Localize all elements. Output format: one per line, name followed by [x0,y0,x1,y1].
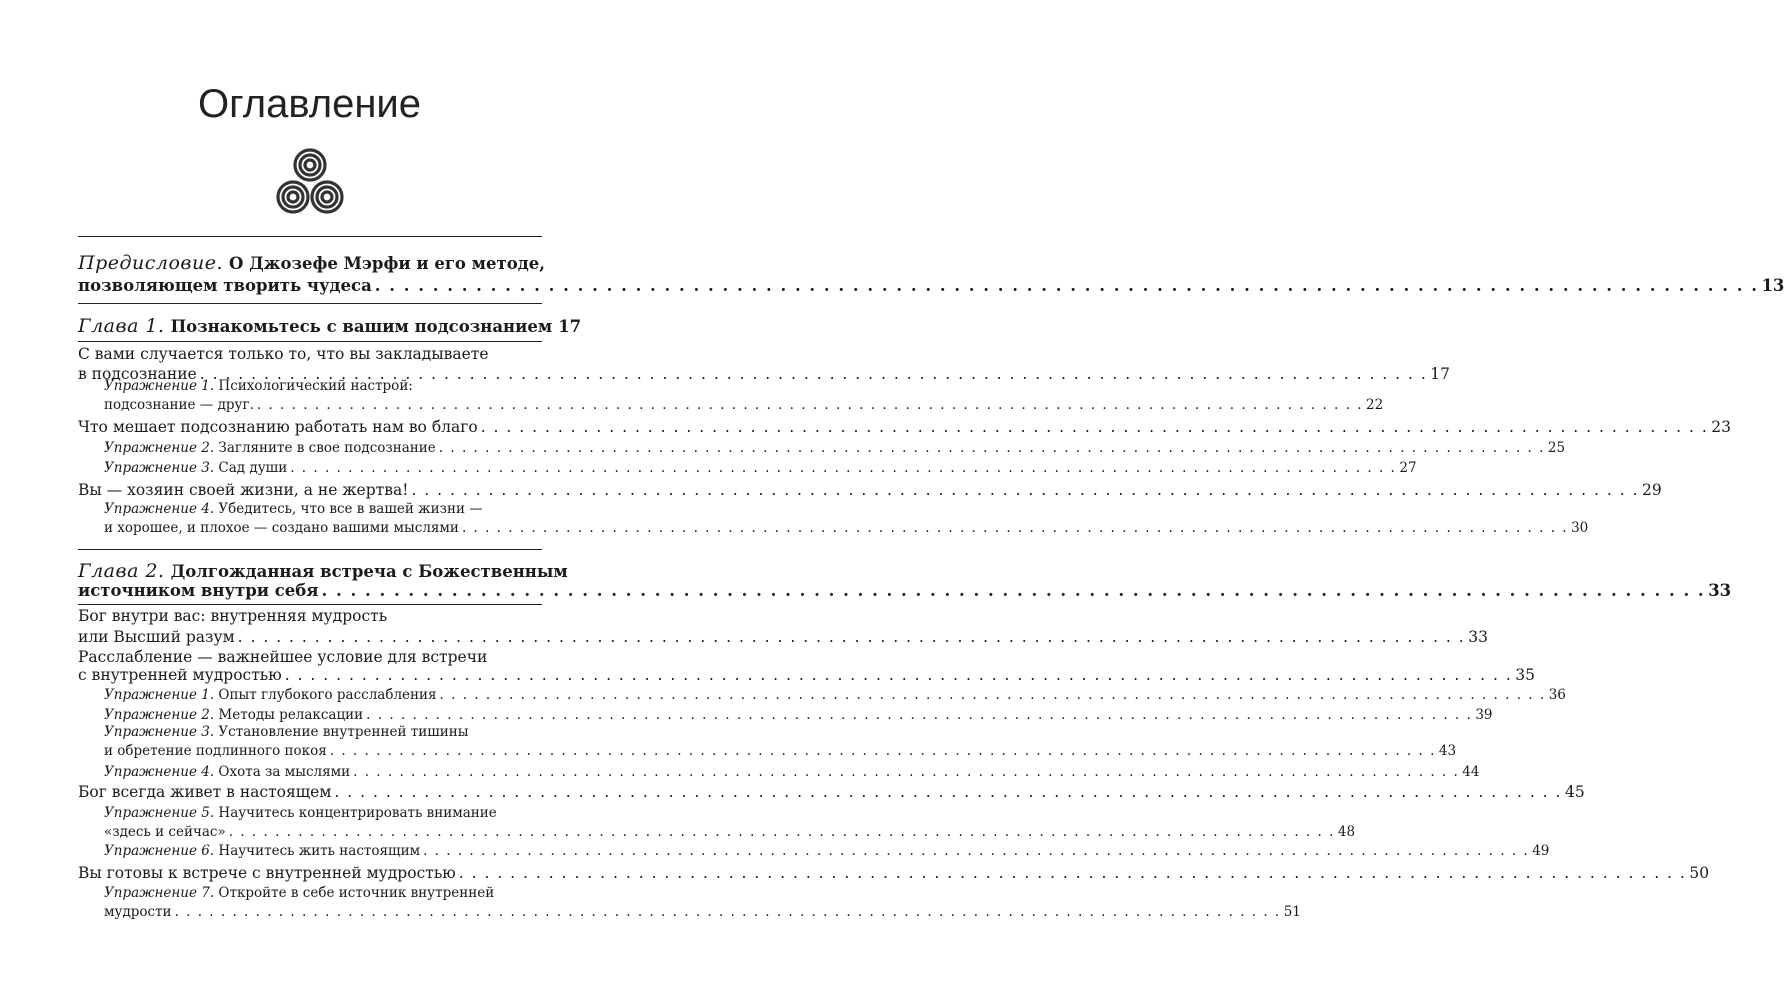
toc-section-line1[interactable]: С вами случается только то, что вы закладываете [78,345,489,363]
page-number: 35 [1515,666,1536,684]
toc-exercise-line2[interactable]: и обретение подлинного покоя . . . 43 [104,743,542,759]
page-number: 43 [1438,743,1457,759]
divider [78,303,542,304]
toc-exercise-line1[interactable]: Упражнение 1. Психологический настрой: [104,378,413,394]
page-number: 50 [1689,864,1710,882]
toc-exercise-line1[interactable]: Упражнение 5. Научитесь концентрировать внимание [104,805,497,821]
toc-exercise[interactable]: Упражнение 2. Загляните в свое подсознание . . . 25 [104,440,542,456]
toc-chapter1[interactable]: Глава 1. Познакомьтесь с вашим подсознанием 17 [78,315,582,337]
toc-section[interactable]: Вы готовы к встрече с внутренней мудростью . . . 50 [78,864,542,882]
divider [78,341,542,342]
page-number: 48 [1337,824,1356,840]
toc-exercise-line2[interactable]: «здесь и сейчас» . . . 48 [104,824,542,840]
toc-exercise-line2[interactable]: подсознание — друг. . . . 22 [104,397,542,413]
toc-section-line2[interactable]: в подсознание . . . 17 [78,365,542,383]
toc-section[interactable]: Что мешает подсознанию работать нам во благо . . . 23 [78,418,542,436]
toc-section[interactable]: Вы — хозяин своей жизни, а не жертва! . . . 29 [78,481,542,499]
toc-exercise-line1[interactable]: Упражнение 7. Откройте в себе источник внутренней [104,885,495,901]
toc-exercise[interactable]: Упражнение 2. Методы релаксации . . . 39 [104,707,542,723]
toc-exercise[interactable]: Упражнение 3. Сад души . . . 27 [104,460,542,476]
chapter2-script-label: Глава 2. [78,560,165,582]
page-number: 30 [1571,520,1589,536]
toc-chapter2-line2[interactable]: источником внутри себя . . . 33 [78,581,542,600]
page-number: 17 [558,317,582,336]
page-number: 44 [1462,764,1480,780]
triskelion-ornament-icon [270,148,350,218]
page-number: 36 [1548,687,1566,703]
page-number: 23 [1711,418,1731,436]
page-number: 33 [1708,581,1732,600]
page-number: 29 [1642,481,1662,499]
toc-exercise[interactable]: Упражнение 6. Научитесь жить настоящим . . . 49 [104,843,542,859]
page-title: Оглавление [197,82,421,126]
toc-exercise[interactable]: Упражнение 4. Охота за мыслями . . . 44 [104,764,542,780]
toc-exercise[interactable]: Упражнение 1. Опыт глубокого расслабления . . . 36 [104,687,542,703]
toc-section-line2[interactable]: или Высший разум . . . 33 [78,628,542,646]
toc-preface-line2[interactable]: позволяющем творить чудеса . . . 13 [78,276,542,295]
toc-section-line1[interactable]: Расслабление — важнейшее условие для встречи [78,648,488,666]
page-number: 17 [1430,365,1451,383]
toc-exercise-line2[interactable]: мудрости . . . 51 [104,904,542,920]
toc-exercise-line1[interactable]: Упражнение 4. Убедитесь, что все в вашей жизни — [104,501,483,517]
toc-exercise-line2[interactable]: и хорошее, и плохое — создано вашими мыслями . . . 30 [104,520,542,536]
toc-section-line2[interactable]: с внутренней мудростью . . . 35 [78,666,542,684]
page-number: 22 [1366,397,1384,413]
toc-chapter2-line1[interactable]: Глава 2. Долгожданная встреча с Божественным [78,560,568,582]
page-number: 13 [1761,276,1784,295]
page-number: 51 [1283,904,1301,920]
divider [78,604,542,605]
preface-script-label: Предисловие. [78,252,224,274]
divider [78,549,542,550]
page-number: 39 [1475,707,1493,723]
page-number: 27 [1399,460,1417,476]
page-number: 45 [1564,783,1585,801]
page-number: 33 [1468,628,1488,646]
chapter1-script-label: Глава 1. [78,315,165,337]
toc-section-line1[interactable]: Бог внутри вас: внутренняя мудрость [78,607,388,625]
page-number: 49 [1532,843,1550,859]
toc-section[interactable]: Бог всегда живет в настоящем . . . 45 [78,783,542,801]
top-divider [78,236,542,237]
page-number: 25 [1547,440,1566,456]
toc-preface-line1[interactable]: Предисловие. О Джозефе Мэрфи и его методе, [78,252,545,274]
toc-exercise-line1[interactable]: Упражнение 3. Установление внутренней тишины [104,724,469,740]
